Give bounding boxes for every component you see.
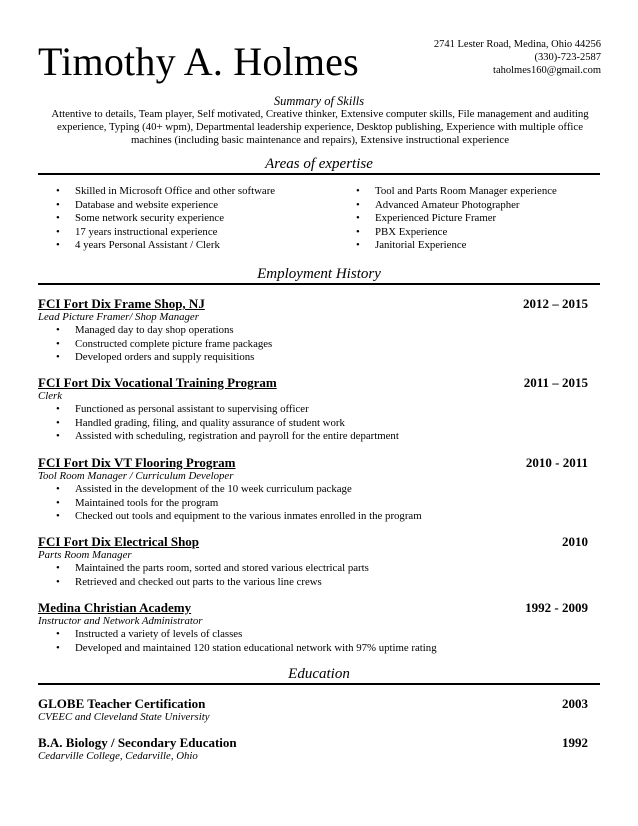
list-item: • Instructed a variety of levels of classes [56, 628, 243, 640]
bullet-icon: • [56, 212, 60, 225]
institution: CVEEC and Cleveland State University [38, 711, 210, 723]
bullet-icon: • [56, 628, 60, 640]
employment-rule [38, 283, 600, 285]
list-item: • Handled grading, filing, and quality assurance of student work [56, 416, 345, 429]
bullet-icon: • [56, 641, 60, 654]
expertise-rule [38, 173, 600, 175]
job-organization: FCI Fort Dix VT Flooring Program [38, 455, 236, 470]
list-item: • Maintained the parts room, sorted and stored various electrical parts [56, 562, 369, 574]
job-duties [56, 403, 606, 444]
bullet-icon: • [56, 496, 60, 509]
job-duties [56, 628, 606, 655]
job-duties [56, 483, 606, 524]
list-item: • PBX Experience [356, 225, 448, 238]
job-entry [38, 375, 588, 444]
list-item: • Advanced Amateur Photographer [356, 198, 520, 211]
job-duties [56, 562, 606, 589]
list-item: • Constructed complete picture frame packages [56, 337, 273, 350]
employment-heading: Employment History [257, 266, 381, 282]
job-organization: FCI Fort Dix Vocational Training Program [38, 375, 277, 390]
summary-title: Summary of Skills [273, 94, 365, 108]
list-item: • Functioned as personal assistant to supervising officer [56, 403, 309, 415]
job-entry [38, 534, 588, 589]
job-dates: 2011 – 2015 [523, 375, 588, 390]
job-role: Parts Room Manager [38, 549, 132, 561]
job-dates: 2012 – 2015 [523, 296, 588, 311]
contact-block [434, 38, 601, 77]
job-entry [38, 296, 588, 365]
degree-year: 1992 [562, 735, 588, 750]
email: taholmes160@gmail.com [493, 65, 601, 76]
education-entry [38, 696, 588, 724]
bullet-icon: • [56, 225, 60, 238]
list-item: • Assisted in the development of the 10 week curriculum package [56, 483, 352, 495]
job-role: Lead Picture Framer/ Shop Manager [38, 311, 199, 323]
bullet-icon: • [56, 562, 60, 574]
degree-year: 2003 [562, 696, 588, 711]
expertise-list-left [56, 185, 275, 253]
address: 2741 Lester Road, Medina, Ohio 44256 [433, 39, 601, 50]
job-organization: FCI Fort Dix Electrical Shop [38, 534, 200, 549]
job-entry [38, 455, 588, 524]
list-item: • Skilled in Microsoft Office and other software [56, 185, 276, 197]
job-role: Clerk [38, 390, 62, 402]
bullet-icon: • [356, 198, 360, 211]
bullet-icon: • [56, 483, 60, 495]
education-entry [38, 735, 588, 763]
bullet-icon: • [56, 198, 60, 211]
job-organization: FCI Fort Dix Frame Shop, NJ [38, 296, 205, 311]
education-heading: Education [288, 666, 350, 682]
expertise-list-right [356, 185, 557, 253]
bullet-icon: • [56, 185, 60, 197]
candidate-name: Timothy A. Holmes [38, 39, 359, 84]
summary-text: Attentive to details, Team player, Self motivated, Creative thinker, Extensive computer skills, File management and auditing experience, Typing (40+ wpm), Departmental leadership experience, Desktop publishing, Experience with multiple office machines (including basic maintenance and repairs), Extensive instructional experience [51, 108, 589, 147]
bullet-icon: • [56, 239, 60, 252]
bullet-icon: • [356, 185, 360, 197]
list-item: • Database and website experience [56, 198, 218, 211]
bullet-icon: • [356, 239, 360, 252]
list-item: • Tool and Parts Room Manager experience [356, 185, 557, 197]
job-entry [38, 600, 588, 655]
list-item: • 17 years instructional experience [56, 225, 218, 238]
job-role: Tool Room Manager / Curriculum Developer [38, 470, 234, 482]
bullet-icon: • [356, 225, 360, 238]
degree-title: B.A. Biology / Secondary Education [38, 735, 237, 750]
bullet-icon: • [356, 212, 360, 225]
phone: (330)-723-2587 [534, 52, 601, 63]
list-item: • Janitorial Experience [356, 239, 467, 252]
job-dates: 1992 - 2009 [525, 600, 588, 615]
degree-title: GLOBE Teacher Certification [38, 696, 206, 711]
bullet-icon: • [56, 324, 60, 336]
job-role: Instructor and Network Administrator [38, 615, 203, 627]
bullet-icon: • [56, 403, 60, 415]
bullet-icon: • [56, 337, 60, 350]
education-rule [38, 683, 600, 685]
list-item: • Developed orders and supply requisitions [56, 351, 255, 364]
list-item: • Experienced Picture Framer [356, 212, 497, 225]
bullet-icon: • [56, 351, 60, 364]
job-duties [56, 324, 606, 365]
list-item: • Managed day to day shop operations [56, 324, 234, 336]
bullet-icon: • [56, 575, 60, 588]
list-item: • Retrieved and checked out parts to the various line crews [56, 575, 322, 588]
list-item: • Assisted with scheduling, registration and payroll for the entire department [56, 430, 399, 443]
bullet-icon: • [56, 430, 60, 443]
bullet-icon: • [56, 416, 60, 429]
job-dates: 2010 [562, 534, 588, 549]
list-item: • 4 years Personal Assistant / Clerk [56, 239, 220, 252]
institution: Cedarville College, Cedarville, Ohio [38, 750, 198, 762]
job-organization: Medina Christian Academy [38, 600, 192, 615]
list-item: • Developed and maintained 120 station educational network with 97% uptime rating [56, 641, 437, 654]
list-item: • Checked out tools and equipment to the various inmates enrolled in the program [56, 510, 422, 523]
list-item: • Maintained tools for the program [56, 496, 219, 509]
list-item: • Some network security experience [56, 212, 225, 225]
job-dates: 2010 - 2011 [525, 455, 588, 470]
bullet-icon: • [56, 510, 60, 523]
expertise-heading: Areas of expertise [265, 156, 373, 172]
